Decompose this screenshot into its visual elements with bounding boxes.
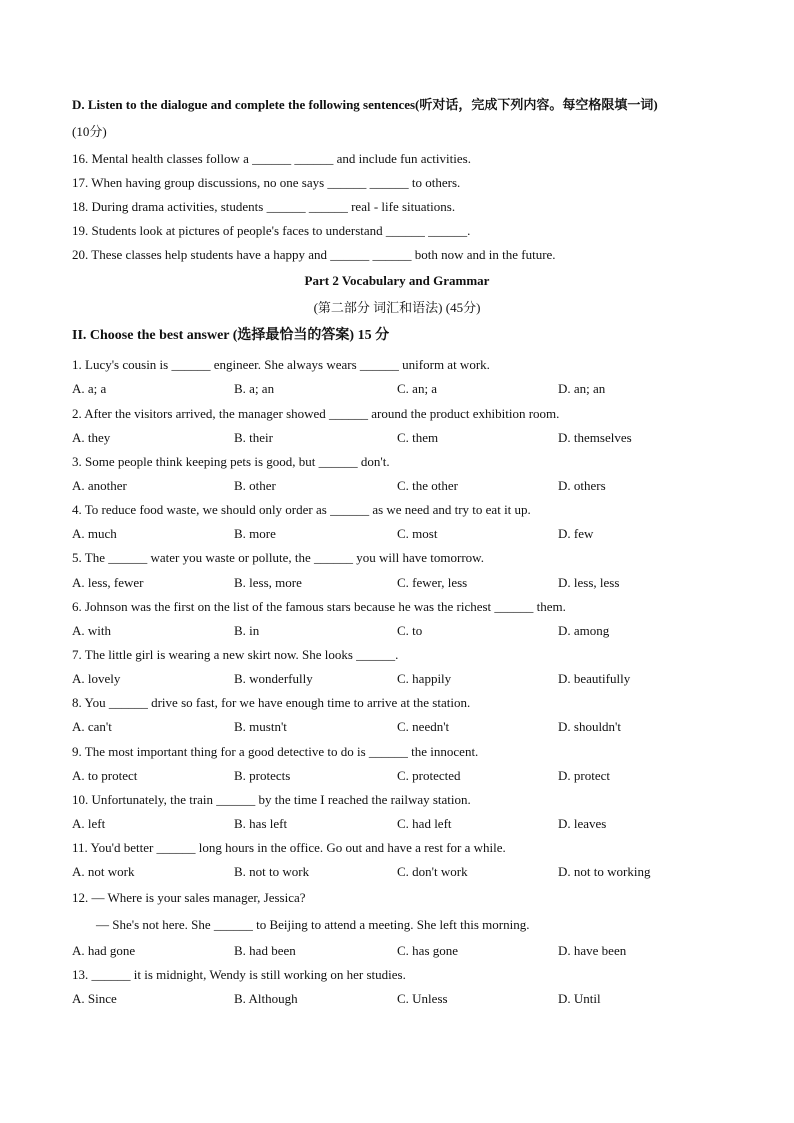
option-d[interactable]: D. shouldn't: [558, 719, 622, 734]
options-8: [72, 719, 732, 735]
question-4: 4. To reduce food waste, we should only order as ______ as we need and try to eat it up.: [72, 502, 531, 517]
option-b[interactable]: B. Although: [234, 991, 298, 1006]
section-d-points: (10分): [72, 124, 107, 139]
option-a[interactable]: A. can't: [72, 719, 112, 734]
option-a[interactable]: A. left: [72, 816, 106, 831]
option-d[interactable]: D. others: [558, 478, 606, 493]
question-10: 10. Unfortunately, the train ______ by the time I reached the railway station.: [72, 792, 471, 807]
option-b[interactable]: B. not to work: [234, 864, 310, 879]
options-11: [72, 864, 732, 880]
fill-item-19: 19. Students look at pictures of people's faces to understand ______ ______.: [72, 223, 471, 238]
question-2: 2. After the visitors arrived, the manager showed ______ around the product exhibition room.: [72, 406, 560, 421]
option-a[interactable]: A. had gone: [72, 943, 136, 958]
option-d[interactable]: D. not to working: [558, 864, 651, 879]
option-d[interactable]: D. less, less: [558, 575, 620, 590]
option-b[interactable]: B. wonderfully: [234, 671, 313, 686]
option-d[interactable]: D. protect: [558, 768, 610, 783]
question-5: 5. The ______ water you waste or pollute, the ______ you will have tomorrow.: [72, 550, 484, 565]
options-3: [72, 478, 732, 494]
option-d[interactable]: D. themselves: [558, 430, 632, 445]
question-7: 7. The little girl is wearing a new skirt now. She looks ______.: [72, 647, 399, 662]
options-6: [72, 623, 732, 639]
question-11: 11. You'd better ______ long hours in the office. Go out and have a rest for a while.: [72, 840, 506, 855]
option-d[interactable]: D. beautifully: [558, 671, 631, 686]
option-d[interactable]: D. Until: [558, 991, 601, 1006]
fill-item-16: 16. Mental health classes follow a ______ ______ and include fun activities.: [72, 151, 471, 166]
option-d[interactable]: D. among: [558, 623, 610, 638]
option-b[interactable]: B. has left: [234, 816, 288, 831]
options-9: [72, 768, 732, 784]
fill-item-17: 17. When having group discussions, no one says ______ ______ to others.: [72, 175, 461, 190]
question-3: 3. Some people think keeping pets is good, but ______ don't.: [72, 454, 390, 469]
option-c[interactable]: C. don't work: [397, 864, 468, 879]
option-c[interactable]: C. had left: [397, 816, 452, 831]
option-a[interactable]: A. they: [72, 430, 111, 445]
option-c[interactable]: C. Unless: [397, 991, 448, 1006]
options-1: [72, 381, 732, 397]
question-8: 8. You ______ drive so fast, for we have enough time to arrive at the station.: [72, 695, 471, 710]
part2-subtitle: (第二部分 词汇和语法) (45分): [313, 300, 481, 315]
option-c[interactable]: C. to: [397, 623, 423, 638]
options-13: [72, 991, 732, 1007]
option-c[interactable]: C. needn't: [397, 719, 450, 734]
fill-item-18: 18. During drama activities, students ______ ______ real - life situations.: [72, 199, 456, 214]
options-4: [72, 526, 732, 542]
option-a[interactable]: A. less, fewer: [72, 575, 144, 590]
option-c[interactable]: C. fewer, less: [397, 575, 468, 590]
option-d[interactable]: D. few: [558, 526, 594, 541]
option-b[interactable]: B. had been: [234, 943, 296, 958]
option-a[interactable]: A. lovely: [72, 671, 121, 686]
option-a[interactable]: A. with: [72, 623, 111, 638]
question-12: 12. — Where is your sales manager, Jessica?: [72, 890, 306, 905]
option-a[interactable]: A. another: [72, 478, 127, 493]
option-a[interactable]: A. to protect: [72, 768, 138, 783]
options-10: [72, 816, 732, 832]
option-b[interactable]: B. other: [234, 478, 276, 493]
option-c[interactable]: C. most: [397, 526, 438, 541]
part2-title: Part 2 Vocabulary and Grammar: [304, 273, 490, 288]
option-a[interactable]: A. a; a: [72, 381, 107, 396]
option-b[interactable]: B. protects: [234, 768, 291, 783]
question-6: 6. Johnson was the first on the list of the famous stars because he was the richest ______ them.: [72, 599, 566, 614]
question-9: 9. The most important thing for a good detective to do is ______ the innocent.: [72, 744, 479, 759]
question-1: 1. Lucy's cousin is ______ engineer. She always wears ______ uniform at work.: [72, 357, 490, 372]
option-b[interactable]: B. more: [234, 526, 276, 541]
section-d-heading: [72, 97, 724, 113]
option-d[interactable]: D. have been: [558, 943, 627, 958]
options-5: [72, 575, 732, 591]
option-b[interactable]: B. less, more: [234, 575, 302, 590]
options-2: [72, 430, 732, 446]
option-b[interactable]: B. in: [234, 623, 260, 638]
fill-item-20: 20. These classes help students have a happy and ______ ______ both now and in the future.: [72, 247, 556, 262]
option-b[interactable]: B. mustn't: [234, 719, 287, 734]
option-b[interactable]: B. their: [234, 430, 273, 445]
option-b[interactable]: B. a; an: [234, 381, 275, 396]
option-c[interactable]: C. protected: [397, 768, 461, 783]
option-d[interactable]: D. leaves: [558, 816, 607, 831]
section-d-instructions: D. Listen to the dialogue and complete the following sentences(听对话，完成下列内容。每空格限填一词): [72, 97, 658, 112]
option-a[interactable]: A. Since: [72, 991, 117, 1006]
section-ii-heading: II. Choose the best answer (选择最恰当的答案) 15 分: [72, 328, 390, 343]
option-c[interactable]: C. an; a: [397, 381, 438, 396]
question-13: 13. ______ it is midnight, Wendy is still working on her studies.: [72, 967, 406, 982]
option-a[interactable]: A. much: [72, 526, 117, 541]
question-12-response: — She's not here. She ______ to Beijing to attend a meeting. She left this morning.: [96, 917, 530, 932]
option-d[interactable]: D. an; an: [558, 381, 606, 396]
options-12: [72, 943, 732, 959]
option-c[interactable]: C. has gone: [397, 943, 459, 958]
option-c[interactable]: C. them: [397, 430, 439, 445]
options-7: [72, 671, 732, 687]
option-c[interactable]: C. the other: [397, 478, 459, 493]
option-a[interactable]: A. not work: [72, 864, 135, 879]
option-c[interactable]: C. happily: [397, 671, 452, 686]
